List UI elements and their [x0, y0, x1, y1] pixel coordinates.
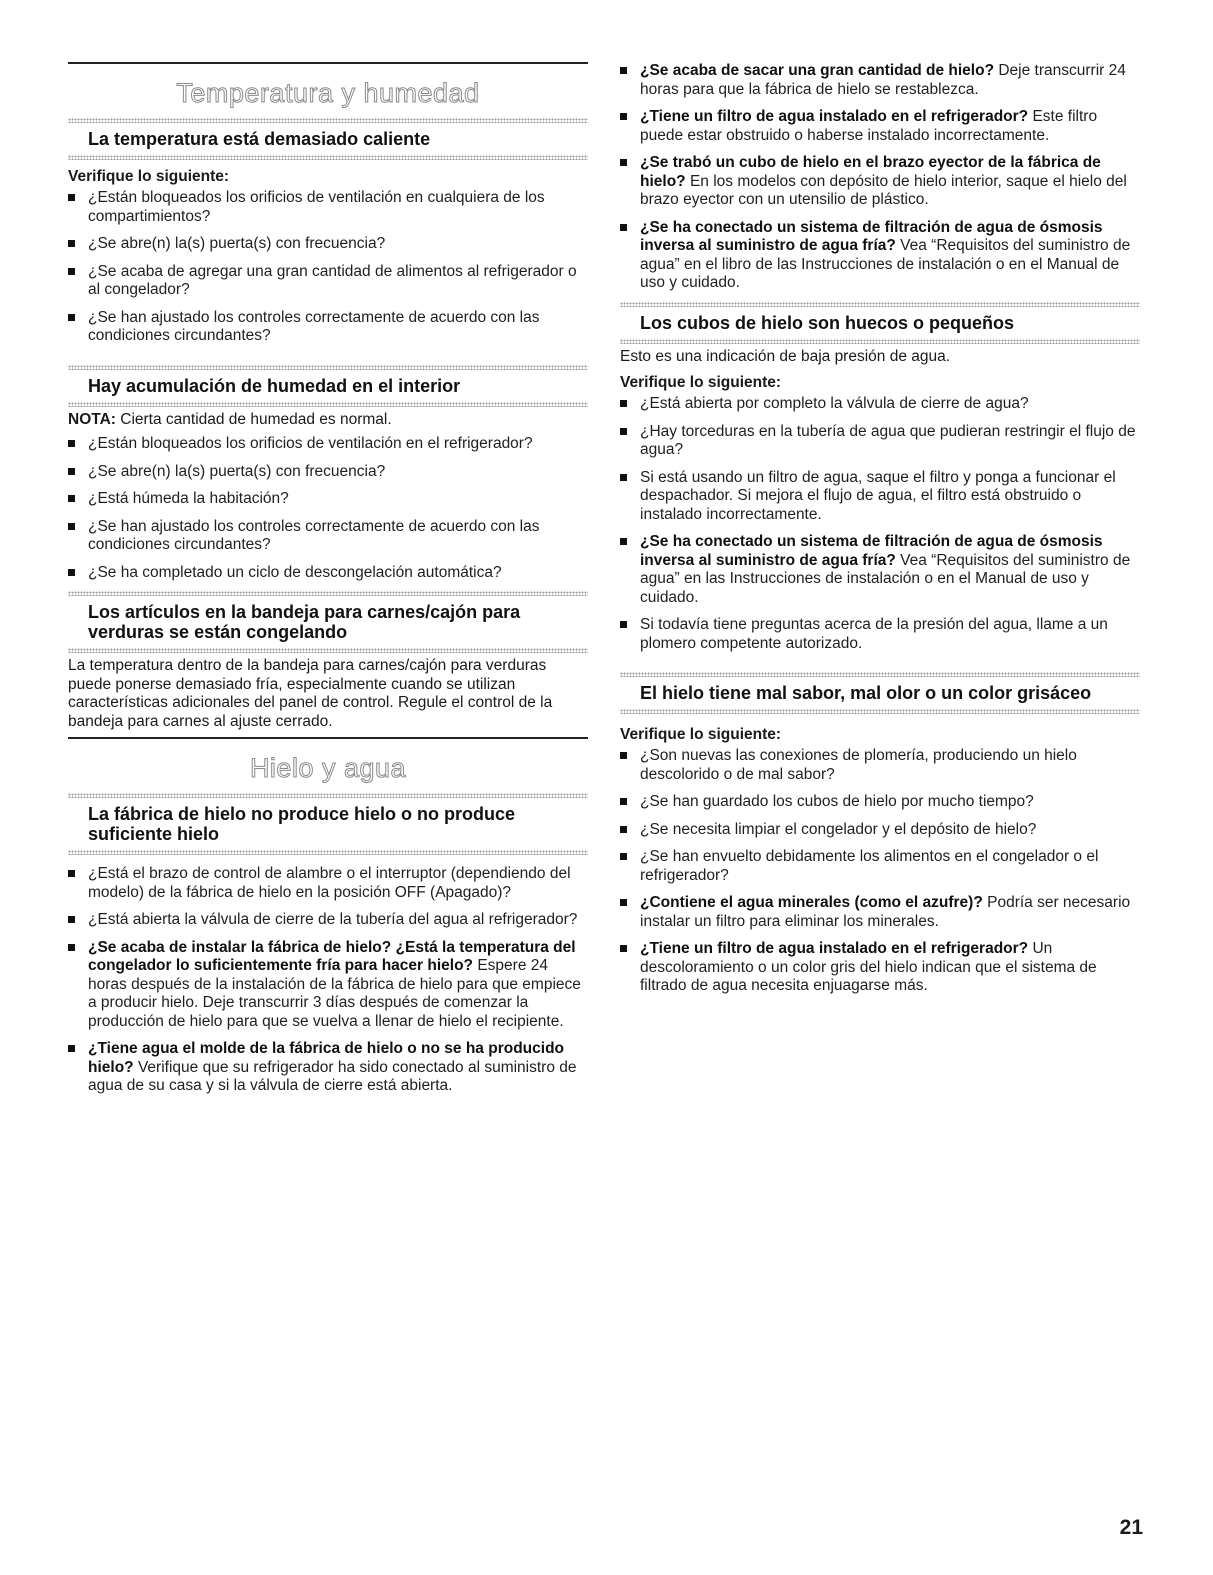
heading-cubos-huecos: Los cubos de hielo son huecos o pequeños: [640, 312, 1015, 333]
dotted-rule: [620, 709, 1140, 714]
dotted-rule: [68, 850, 588, 855]
left-column: [68, 62, 588, 1105]
heading-articulos-congelando: Los artículos en la bandeja para carnes/cajón para verduras se están congelando: [88, 602, 521, 642]
list-item: ¿Se trabó un cubo de hielo en el brazo eyector de la fábrica de hielo? En los modelos con depósito de hielo interior, saque el hielo del brazo eyector con un utensilio de plástico.: [620, 154, 1140, 210]
nota-label: NOTA:: [68, 410, 116, 428]
list-item: ¿Se ha conectado un sistema de filtración de agua de ósmosis inversa al suministro de agua fría? Vea “Requisitos del suministro de agua” en las Instrucciones de instalación o en el Manual de uso y cuidado.: [620, 533, 1140, 607]
list-item: ¿Está abierta la válvula de cierre de la tubería del agua al refrigerador?: [68, 911, 588, 930]
list-cubos: [620, 395, 1140, 653]
dotted-rule: [620, 339, 1140, 344]
list-item: ¿Se abre(n) la(s) puerta(s) con frecuencia?: [68, 235, 588, 254]
list-item: Si todavía tiene preguntas acerca de la presión del agua, llame a un plomero competente autorizado.: [620, 616, 1140, 653]
list-item: ¿Tiene un filtro de agua instalado en el refrigerador? Este filtro puede estar obstruido o haberse instalado incorrectamente.: [620, 108, 1140, 145]
list-item: ¿Están bloqueados los orificios de ventilación en cualquiera de los compartimientos?: [68, 189, 588, 226]
heading-mal-sabor: El hielo tiene mal sabor, mal olor o un color grisáceo: [640, 683, 1092, 703]
list-fabrica: [68, 865, 588, 1096]
list-mal-sabor: [620, 747, 1140, 996]
verifique-label: Verifique lo siguiente:: [620, 374, 782, 391]
list-item: ¿Son nuevas las conexiones de plomería, produciendo un hielo descolorido o de mal sabor?: [620, 747, 1140, 784]
list-item: ¿Tiene un filtro de agua instalado en el refrigerador? Un descoloramiento o un color gris del hielo indican que el sistema de filtrado de agua necesita enjuagarse más.: [620, 940, 1140, 996]
list-item: ¿Están bloqueados los orificios de ventilación en el refrigerador?: [68, 435, 588, 454]
paragraph-bandeja: La temperatura dentro de la bandeja para carnes/cajón para verduras puede ponerse demasiado fría, especialmente cuando se utilizan características adicionales del panel de control. Regule el control de la bandeja para carnes al ajuste cerrado.: [68, 657, 553, 730]
list-item: ¿Se han ajustado los controles correctamente de acuerdo con las condiciones circundantes?: [68, 309, 588, 346]
list-item: ¿Se necesita limpiar el congelador y el depósito de hielo?: [620, 821, 1140, 840]
list-item: ¿Se abre(n) la(s) puerta(s) con frecuencia?: [68, 463, 588, 482]
list-item: ¿Está abierta por completo la válvula de cierre de agua?: [620, 395, 1140, 414]
list-item: ¿Tiene agua el molde de la fábrica de hielo o no se ha producido hielo? Verifique que su refrigerador ha sido conectado al suministro de agua de su casa y si la válvula de cierre está abierta.: [68, 1040, 588, 1096]
list-item: ¿Se han ajustado los controles correctamente de acuerdo con las condiciones circundantes?: [68, 518, 588, 555]
list-item: ¿Se ha conectado un sistema de filtración de agua de ósmosis inversa al suministro de agua fría? Vea “Requisitos del suministro de agua” en el libro de las Instrucciones de instalación o en el Manual de uso y cuidado.: [620, 219, 1140, 293]
list-item: ¿Se ha completado un ciclo de descongelación automática?: [68, 564, 588, 583]
dotted-rule: [68, 155, 588, 160]
section-title-temperatura: Temperatura y humedad: [176, 78, 480, 108]
dotted-rule: [68, 402, 588, 407]
list-item: ¿Se acaba de agregar una gran cantidad de alimentos al refrigerador o al congelador?: [68, 263, 588, 300]
list-temperatura: [68, 189, 588, 346]
nota-paragraph: NOTA: Cierta cantidad de humedad es normal.: [68, 410, 392, 428]
list-item: ¿Se han envuelto debidamente los alimentos en el congelador o el refrigerador?: [620, 848, 1140, 885]
list-item: ¿Se acaba de instalar la fábrica de hielo? ¿Está la temperatura del congelador lo suficientemente fría para hacer hielo? Espere 24 horas después de la instalación de la fábrica de hielo para que empiece a producir hielo. Deje transcurrir 3 días después de comenzar la producción de hielo para que se vuelva a llenar de hielo el recipiente.: [68, 939, 588, 1032]
heading-humedad: Hay acumulación de humedad en el interior: [88, 375, 461, 396]
right-column: [620, 62, 1140, 1005]
dotted-rule: [68, 648, 588, 653]
list-item: ¿Se acaba de sacar una gran cantidad de hielo? Deje transcurrir 24 horas para que la fábrica de hielo se restablezca.: [620, 62, 1140, 99]
list-item: ¿Hay torceduras en la tubería de agua que pudieran restringir el flujo de agua?: [620, 423, 1140, 460]
list-item: Si está usando un filtro de agua, saque el filtro y ponga a funcionar el despachador. Si mejora el flujo de agua, el filtro está obstruido o instalado incorrectamente.: [620, 469, 1140, 525]
page-number: 21: [1119, 1516, 1143, 1539]
section-title-hielo: Hielo y agua: [249, 753, 407, 783]
paragraph-baja-presion: Esto es una indicación de baja presión de agua.: [620, 347, 951, 365]
heading-temperatura-caliente: La temperatura está demasiado caliente: [88, 129, 431, 149]
heading-fabrica-no-produce: La fábrica de hielo no produce hielo o no produce suficiente hielo: [88, 804, 516, 844]
list-item: ¿Contiene el agua minerales (como el azufre)? Podría ser necesario instalar un filtro para eliminar los minerales.: [620, 894, 1140, 931]
list-item: ¿Está húmeda la habitación?: [68, 490, 588, 509]
verifique-label: Verifique lo siguiente:: [68, 168, 230, 185]
verifique-label: Verifique lo siguiente:: [620, 726, 782, 743]
list-item: ¿Está el brazo de control de alambre o el interruptor (dependiendo del modelo) de la fábrica de hielo en la posición OFF (Apagado)?: [68, 865, 588, 902]
list-humedad: [68, 435, 588, 582]
list-fabrica-cont: [620, 62, 1140, 293]
list-item: ¿Se han guardado los cubos de hielo por mucho tiempo?: [620, 793, 1140, 812]
